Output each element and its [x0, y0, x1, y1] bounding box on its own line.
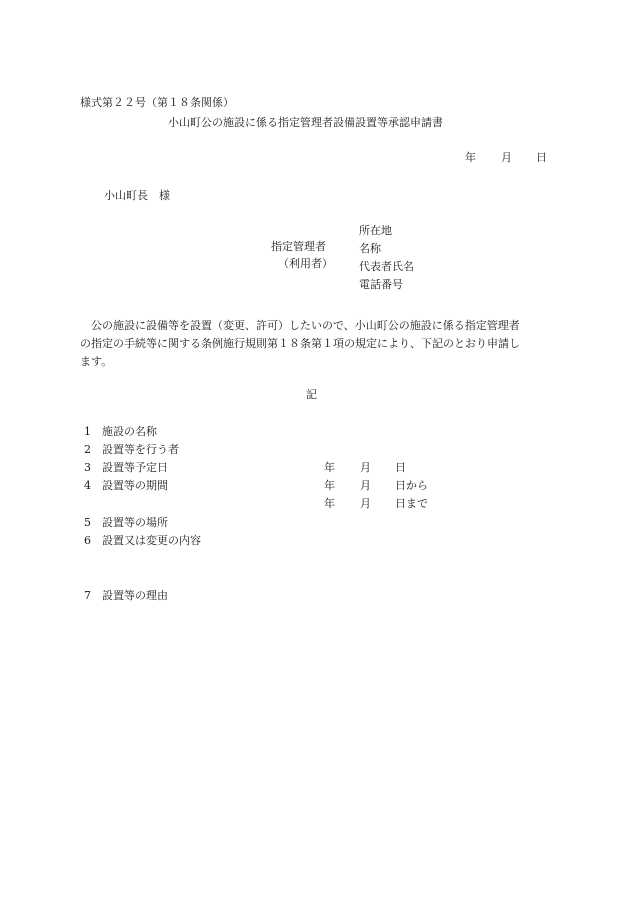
date-month-label: 月 — [501, 151, 512, 164]
body-paragraph — [80, 317, 550, 371]
applicant-field-representative: 代表者氏名 — [359, 260, 414, 273]
item-label-installer: 設置等を行う者 — [102, 443, 179, 456]
document-title: 小山町公の施設に係る指定管理者設備設置等承認申請書 — [168, 116, 443, 129]
item-label-content: 設置又は変更の内容 — [102, 534, 201, 547]
item-number: 1 — [84, 425, 91, 438]
period-start-year-label: 年 — [324, 479, 335, 492]
period-end-day-label: 日まで — [395, 497, 428, 510]
item-number: 3 — [84, 461, 91, 474]
item-label-period: 設置等の期間 — [102, 479, 168, 492]
period-start-month-label: 月 — [360, 479, 371, 492]
item-label-reason: 設置等の理由 — [102, 589, 168, 602]
scheduled-month-label: 月 — [360, 461, 371, 474]
applicant-field-phone: 電話番号 — [359, 278, 403, 291]
applicant-field-address: 所在地 — [359, 224, 392, 237]
date-day-label: 日 — [536, 151, 547, 164]
period-end-year-label: 年 — [324, 497, 335, 510]
applicant-role: 指定管理者 — [271, 240, 326, 253]
scheduled-day-label: 日 — [395, 461, 406, 474]
applicant-field-name: 名称 — [359, 242, 381, 255]
item-number: 2 — [84, 443, 91, 456]
form-number: 様式第２２号（第１８条関係） — [80, 96, 234, 109]
applicant-role-sub: （利用者） — [278, 257, 333, 270]
item-number: 7 — [84, 589, 91, 602]
item-number: 6 — [84, 534, 91, 547]
body-line: 公の施設に設備等を設置（変更、許可）したいので、小山町公の施設に係る指定管理者 — [80, 319, 520, 332]
item-label-facility-name: 施設の名称 — [102, 425, 157, 438]
item-number: 5 — [84, 516, 91, 529]
ki-heading: 記 — [306, 388, 317, 401]
addressee: 小山町長 様 — [104, 189, 170, 202]
body-line: ます。 — [80, 355, 113, 368]
item-label-scheduled-date: 設置等予定日 — [102, 461, 168, 474]
period-start-day-label: 日から — [395, 479, 428, 492]
date-year-label: 年 — [465, 151, 476, 164]
scheduled-year-label: 年 — [324, 461, 335, 474]
body-line: の指定の手続等に関する条例施行規則第１８条第１項の規定により、下記のとおり申請し — [80, 337, 520, 350]
item-number: 4 — [84, 479, 91, 492]
period-end-month-label: 月 — [360, 497, 371, 510]
item-label-location: 設置等の場所 — [102, 516, 168, 529]
